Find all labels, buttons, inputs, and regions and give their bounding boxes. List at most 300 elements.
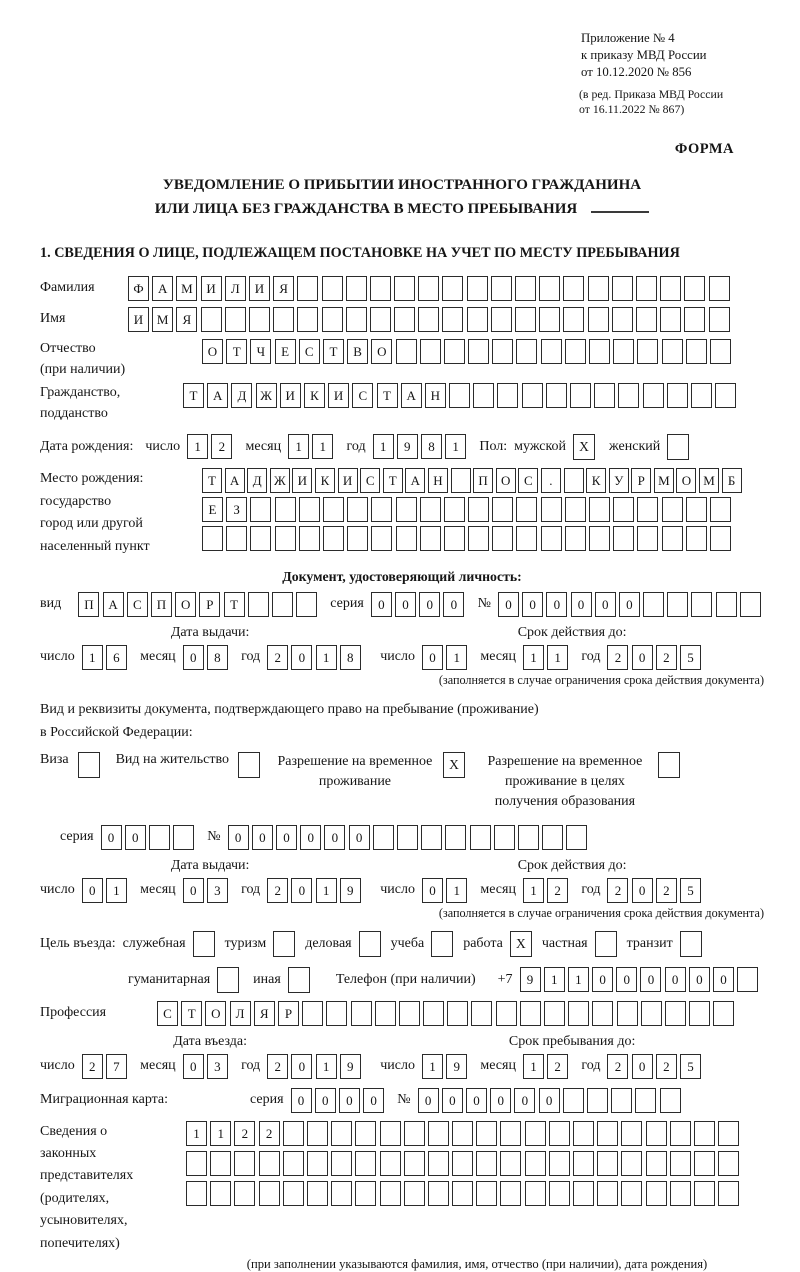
char-cell[interactable]: 0: [291, 878, 312, 903]
char-cell[interactable]: [404, 1151, 425, 1176]
char-cell[interactable]: 8: [207, 645, 228, 670]
char-cell[interactable]: [660, 276, 681, 301]
char-cell[interactable]: [525, 1121, 546, 1146]
char-cell[interactable]: [570, 383, 591, 408]
char-cell[interactable]: П: [78, 592, 99, 617]
char-cell[interactable]: [259, 1151, 280, 1176]
char-cell[interactable]: С: [518, 468, 538, 493]
char-cell[interactable]: [710, 339, 731, 364]
char-cell[interactable]: [691, 383, 712, 408]
char-cell[interactable]: [225, 307, 246, 332]
char-cell[interactable]: 2: [267, 645, 288, 670]
char-cell[interactable]: И: [201, 276, 222, 301]
char-cell[interactable]: А: [103, 592, 124, 617]
char-cell[interactable]: [694, 1121, 715, 1146]
char-cell[interactable]: [689, 1001, 710, 1026]
char-cell[interactable]: [670, 1151, 691, 1176]
char-cell[interactable]: У: [609, 468, 629, 493]
char-cell[interactable]: К: [315, 468, 335, 493]
char-cell[interactable]: Е: [275, 339, 296, 364]
char-cell[interactable]: 0: [422, 878, 443, 903]
char-cell[interactable]: 9: [340, 1054, 361, 1079]
char-cell[interactable]: [380, 1151, 401, 1176]
char-cell[interactable]: [420, 526, 441, 551]
char-cell[interactable]: 1: [373, 434, 394, 459]
char-cell[interactable]: [355, 1151, 376, 1176]
char-cell[interactable]: [297, 276, 318, 301]
purpose-work-checkbox[interactable]: X: [510, 931, 532, 957]
char-cell[interactable]: [473, 383, 494, 408]
char-cell[interactable]: [307, 1151, 328, 1176]
char-cell[interactable]: Н: [428, 468, 448, 493]
char-cell[interactable]: Ж: [270, 468, 290, 493]
char-cell[interactable]: 5: [680, 1054, 701, 1079]
char-cell[interactable]: Н: [425, 383, 446, 408]
char-cell[interactable]: 0: [539, 1088, 560, 1113]
char-cell[interactable]: [494, 825, 515, 850]
char-cell[interactable]: Ж: [256, 383, 277, 408]
char-cell[interactable]: [621, 1181, 642, 1206]
char-cell[interactable]: [491, 307, 512, 332]
char-cell[interactable]: [371, 526, 392, 551]
char-cell[interactable]: 2: [607, 645, 628, 670]
char-cell[interactable]: Т: [383, 468, 403, 493]
sex-male-checkbox[interactable]: X: [573, 434, 595, 460]
char-cell[interactable]: О: [676, 468, 696, 493]
char-cell[interactable]: 0: [371, 592, 392, 617]
char-cell[interactable]: П: [473, 468, 493, 493]
char-cell[interactable]: 9: [397, 434, 418, 459]
char-cell[interactable]: [635, 1088, 656, 1113]
char-cell[interactable]: [323, 497, 344, 522]
char-cell[interactable]: [587, 1088, 608, 1113]
char-cell[interactable]: Р: [631, 468, 651, 493]
char-cell[interactable]: [420, 497, 441, 522]
char-cell[interactable]: 1: [568, 967, 589, 992]
char-cell[interactable]: 2: [259, 1121, 280, 1146]
char-cell[interactable]: М: [654, 468, 674, 493]
char-cell[interactable]: [670, 1121, 691, 1146]
char-cell[interactable]: 0: [82, 878, 103, 903]
char-cell[interactable]: [322, 276, 343, 301]
char-cell[interactable]: 0: [395, 592, 416, 617]
char-cell[interactable]: [186, 1151, 207, 1176]
char-cell[interactable]: [226, 526, 247, 551]
char-cell[interactable]: [662, 339, 683, 364]
char-cell[interactable]: И: [249, 276, 270, 301]
char-cell[interactable]: С: [299, 339, 320, 364]
char-cell[interactable]: А: [207, 383, 228, 408]
char-cell[interactable]: [202, 526, 223, 551]
char-cell[interactable]: [716, 592, 737, 617]
char-cell[interactable]: [565, 339, 586, 364]
char-cell[interactable]: Е: [202, 497, 223, 522]
char-cell[interactable]: [467, 276, 488, 301]
char-cell[interactable]: [518, 825, 539, 850]
char-cell[interactable]: Т: [183, 383, 204, 408]
char-cell[interactable]: [670, 1181, 691, 1206]
char-cell[interactable]: [347, 497, 368, 522]
char-cell[interactable]: Л: [230, 1001, 251, 1026]
char-cell[interactable]: [421, 825, 442, 850]
char-cell[interactable]: [302, 1001, 323, 1026]
char-cell[interactable]: [418, 276, 439, 301]
char-cell[interactable]: [442, 276, 463, 301]
char-cell[interactable]: Ч: [250, 339, 271, 364]
char-cell[interactable]: 2: [656, 878, 677, 903]
char-cell[interactable]: [718, 1181, 739, 1206]
char-cell[interactable]: К: [586, 468, 606, 493]
char-cell[interactable]: Т: [377, 383, 398, 408]
purpose-private-checkbox[interactable]: [595, 931, 617, 957]
char-cell[interactable]: 0: [665, 967, 686, 992]
char-cell[interactable]: 2: [607, 1054, 628, 1079]
char-cell[interactable]: С: [127, 592, 148, 617]
char-cell[interactable]: [394, 307, 415, 332]
char-cell[interactable]: 2: [607, 878, 628, 903]
char-cell[interactable]: 0: [498, 592, 519, 617]
char-cell[interactable]: [370, 276, 391, 301]
char-cell[interactable]: С: [360, 468, 380, 493]
purpose-study-checkbox[interactable]: [431, 931, 453, 957]
char-cell[interactable]: [250, 497, 271, 522]
char-cell[interactable]: 1: [187, 434, 208, 459]
char-cell[interactable]: [492, 497, 513, 522]
char-cell[interactable]: [565, 497, 586, 522]
char-cell[interactable]: [597, 1121, 618, 1146]
char-cell[interactable]: Д: [231, 383, 252, 408]
char-cell[interactable]: 0: [419, 592, 440, 617]
char-cell[interactable]: [718, 1151, 739, 1176]
char-cell[interactable]: [660, 307, 681, 332]
char-cell[interactable]: [397, 825, 418, 850]
char-cell[interactable]: 0: [713, 967, 734, 992]
char-cell[interactable]: [613, 339, 634, 364]
char-cell[interactable]: [275, 526, 296, 551]
char-cell[interactable]: [539, 276, 560, 301]
char-cell[interactable]: 1: [210, 1121, 231, 1146]
char-cell[interactable]: [355, 1121, 376, 1146]
char-cell[interactable]: [709, 307, 730, 332]
char-cell[interactable]: [613, 497, 634, 522]
char-cell[interactable]: [428, 1181, 449, 1206]
char-cell[interactable]: 1: [523, 645, 544, 670]
char-cell[interactable]: [468, 339, 489, 364]
char-cell[interactable]: Д: [247, 468, 267, 493]
char-cell[interactable]: 0: [125, 825, 146, 850]
char-cell[interactable]: [549, 1151, 570, 1176]
char-cell[interactable]: 0: [522, 592, 543, 617]
char-cell[interactable]: [589, 497, 610, 522]
char-cell[interactable]: А: [405, 468, 425, 493]
char-cell[interactable]: [323, 526, 344, 551]
char-cell[interactable]: 2: [234, 1121, 255, 1146]
char-cell[interactable]: [592, 1001, 613, 1026]
char-cell[interactable]: [371, 497, 392, 522]
char-cell[interactable]: [250, 526, 271, 551]
char-cell[interactable]: [500, 1121, 521, 1146]
char-cell[interactable]: [516, 497, 537, 522]
char-cell[interactable]: [468, 497, 489, 522]
char-cell[interactable]: [283, 1121, 304, 1146]
char-cell[interactable]: [573, 1151, 594, 1176]
char-cell[interactable]: [347, 526, 368, 551]
char-cell[interactable]: 1: [445, 434, 466, 459]
char-cell[interactable]: [423, 1001, 444, 1026]
char-cell[interactable]: [715, 383, 736, 408]
char-cell[interactable]: О: [496, 468, 516, 493]
char-cell[interactable]: [612, 276, 633, 301]
char-cell[interactable]: 0: [291, 1054, 312, 1079]
char-cell[interactable]: 0: [349, 825, 370, 850]
char-cell[interactable]: П: [151, 592, 172, 617]
char-cell[interactable]: [710, 526, 731, 551]
char-cell[interactable]: 2: [267, 1054, 288, 1079]
char-cell[interactable]: [500, 1151, 521, 1176]
char-cell[interactable]: [299, 497, 320, 522]
char-cell[interactable]: Б: [722, 468, 742, 493]
char-cell[interactable]: 0: [418, 1088, 439, 1113]
char-cell[interactable]: И: [338, 468, 358, 493]
char-cell[interactable]: [613, 526, 634, 551]
char-cell[interactable]: [594, 383, 615, 408]
char-cell[interactable]: Т: [224, 592, 245, 617]
char-cell[interactable]: 0: [632, 645, 653, 670]
char-cell[interactable]: [296, 592, 317, 617]
char-cell[interactable]: 2: [547, 1054, 568, 1079]
char-cell[interactable]: [420, 339, 441, 364]
char-cell[interactable]: [331, 1121, 352, 1146]
char-cell[interactable]: В: [347, 339, 368, 364]
char-cell[interactable]: [740, 592, 761, 617]
char-cell[interactable]: [549, 1121, 570, 1146]
char-cell[interactable]: [468, 526, 489, 551]
char-cell[interactable]: 1: [82, 645, 103, 670]
char-cell[interactable]: 2: [656, 645, 677, 670]
char-cell[interactable]: 0: [324, 825, 345, 850]
char-cell[interactable]: Ф: [128, 276, 149, 301]
char-cell[interactable]: 2: [267, 878, 288, 903]
char-cell[interactable]: [549, 1181, 570, 1206]
purpose-transit-checkbox[interactable]: [680, 931, 702, 957]
char-cell[interactable]: 0: [183, 1054, 204, 1079]
char-cell[interactable]: [444, 526, 465, 551]
char-cell[interactable]: [273, 307, 294, 332]
char-cell[interactable]: [399, 1001, 420, 1026]
char-cell[interactable]: [471, 1001, 492, 1026]
char-cell[interactable]: О: [202, 339, 223, 364]
char-cell[interactable]: [476, 1121, 497, 1146]
char-cell[interactable]: 0: [616, 967, 637, 992]
char-cell[interactable]: [564, 468, 584, 493]
char-cell[interactable]: 0: [619, 592, 640, 617]
char-cell[interactable]: Р: [278, 1001, 299, 1026]
char-cell[interactable]: М: [176, 276, 197, 301]
char-cell[interactable]: Л: [225, 276, 246, 301]
char-cell[interactable]: [248, 592, 269, 617]
char-cell[interactable]: [476, 1181, 497, 1206]
char-cell[interactable]: 0: [632, 1054, 653, 1079]
char-cell[interactable]: 0: [689, 967, 710, 992]
char-cell[interactable]: [573, 1121, 594, 1146]
char-cell[interactable]: 0: [443, 592, 464, 617]
char-cell[interactable]: 8: [421, 434, 442, 459]
char-cell[interactable]: [694, 1151, 715, 1176]
char-cell[interactable]: [641, 1001, 662, 1026]
char-cell[interactable]: [351, 1001, 372, 1026]
char-cell[interactable]: 0: [276, 825, 297, 850]
char-cell[interactable]: [210, 1181, 231, 1206]
char-cell[interactable]: [525, 1151, 546, 1176]
char-cell[interactable]: [447, 1001, 468, 1026]
char-cell[interactable]: [346, 307, 367, 332]
char-cell[interactable]: 0: [183, 878, 204, 903]
char-cell[interactable]: [452, 1151, 473, 1176]
purpose-business-checkbox[interactable]: [359, 931, 381, 957]
char-cell[interactable]: К: [304, 383, 325, 408]
char-cell[interactable]: [636, 276, 657, 301]
char-cell[interactable]: Т: [323, 339, 344, 364]
char-cell[interactable]: А: [152, 276, 173, 301]
char-cell[interactable]: [307, 1121, 328, 1146]
char-cell[interactable]: М: [152, 307, 173, 332]
char-cell[interactable]: [710, 497, 731, 522]
char-cell[interactable]: 3: [207, 878, 228, 903]
char-cell[interactable]: 0: [363, 1088, 384, 1113]
char-cell[interactable]: [355, 1181, 376, 1206]
char-cell[interactable]: 0: [490, 1088, 511, 1113]
char-cell[interactable]: [643, 592, 664, 617]
char-cell[interactable]: [370, 307, 391, 332]
char-cell[interactable]: О: [175, 592, 196, 617]
char-cell[interactable]: [662, 497, 683, 522]
char-cell[interactable]: 1: [446, 878, 467, 903]
char-cell[interactable]: [467, 307, 488, 332]
char-cell[interactable]: [660, 1088, 681, 1113]
char-cell[interactable]: [394, 276, 415, 301]
char-cell[interactable]: 2: [82, 1054, 103, 1079]
char-cell[interactable]: [331, 1181, 352, 1206]
char-cell[interactable]: [497, 383, 518, 408]
char-cell[interactable]: З: [226, 497, 247, 522]
char-cell[interactable]: [643, 383, 664, 408]
char-cell[interactable]: 0: [339, 1088, 360, 1113]
char-cell[interactable]: [186, 1181, 207, 1206]
char-cell[interactable]: [563, 1088, 584, 1113]
char-cell[interactable]: [442, 307, 463, 332]
char-cell[interactable]: [283, 1181, 304, 1206]
char-cell[interactable]: [173, 825, 194, 850]
char-cell[interactable]: [404, 1121, 425, 1146]
char-cell[interactable]: [346, 276, 367, 301]
char-cell[interactable]: [621, 1151, 642, 1176]
char-cell[interactable]: [684, 307, 705, 332]
char-cell[interactable]: [686, 497, 707, 522]
char-cell[interactable]: [418, 307, 439, 332]
char-cell[interactable]: 8: [340, 645, 361, 670]
char-cell[interactable]: С: [352, 383, 373, 408]
char-cell[interactable]: [396, 526, 417, 551]
char-cell[interactable]: [566, 825, 587, 850]
char-cell[interactable]: [396, 497, 417, 522]
char-cell[interactable]: [539, 307, 560, 332]
char-cell[interactable]: М: [699, 468, 719, 493]
char-cell[interactable]: [612, 307, 633, 332]
char-cell[interactable]: [445, 825, 466, 850]
char-cell[interactable]: [637, 526, 658, 551]
char-cell[interactable]: [515, 307, 536, 332]
char-cell[interactable]: [611, 1088, 632, 1113]
char-cell[interactable]: [234, 1181, 255, 1206]
char-cell[interactable]: [307, 1181, 328, 1206]
char-cell[interactable]: [597, 1151, 618, 1176]
char-cell[interactable]: [516, 339, 537, 364]
char-cell[interactable]: [713, 1001, 734, 1026]
char-cell[interactable]: 0: [595, 592, 616, 617]
char-cell[interactable]: [694, 1181, 715, 1206]
char-cell[interactable]: [662, 526, 683, 551]
char-cell[interactable]: [326, 1001, 347, 1026]
char-cell[interactable]: [618, 383, 639, 408]
char-cell[interactable]: [541, 526, 562, 551]
char-cell[interactable]: [516, 526, 537, 551]
char-cell[interactable]: [646, 1151, 667, 1176]
purpose-official-checkbox[interactable]: [193, 931, 215, 957]
char-cell[interactable]: И: [292, 468, 312, 493]
char-cell[interactable]: Т: [181, 1001, 202, 1026]
purpose-other-checkbox[interactable]: [288, 967, 310, 993]
char-cell[interactable]: 0: [466, 1088, 487, 1113]
char-cell[interactable]: [588, 276, 609, 301]
char-cell[interactable]: С: [157, 1001, 178, 1026]
char-cell[interactable]: [449, 383, 470, 408]
char-cell[interactable]: 0: [640, 967, 661, 992]
char-cell[interactable]: [565, 526, 586, 551]
char-cell[interactable]: [451, 468, 471, 493]
char-cell[interactable]: [541, 497, 562, 522]
char-cell[interactable]: 0: [442, 1088, 463, 1113]
char-cell[interactable]: [272, 592, 293, 617]
char-cell[interactable]: [691, 592, 712, 617]
char-cell[interactable]: Т: [226, 339, 247, 364]
char-cell[interactable]: И: [328, 383, 349, 408]
char-cell[interactable]: [452, 1181, 473, 1206]
char-cell[interactable]: 1: [316, 878, 337, 903]
char-cell[interactable]: 9: [340, 878, 361, 903]
char-cell[interactable]: Я: [176, 307, 197, 332]
char-cell[interactable]: [259, 1181, 280, 1206]
char-cell[interactable]: [718, 1121, 739, 1146]
char-cell[interactable]: [234, 1151, 255, 1176]
char-cell[interactable]: [667, 383, 688, 408]
char-cell[interactable]: [520, 1001, 541, 1026]
char-cell[interactable]: [686, 526, 707, 551]
char-cell[interactable]: 1: [106, 878, 127, 903]
char-cell[interactable]: 2: [656, 1054, 677, 1079]
char-cell[interactable]: 0: [101, 825, 122, 850]
char-cell[interactable]: [322, 307, 343, 332]
char-cell[interactable]: [500, 1181, 521, 1206]
char-cell[interactable]: [428, 1121, 449, 1146]
char-cell[interactable]: А: [225, 468, 245, 493]
char-cell[interactable]: 0: [592, 967, 613, 992]
char-cell[interactable]: [283, 1151, 304, 1176]
char-cell[interactable]: 1: [288, 434, 309, 459]
char-cell[interactable]: 5: [680, 878, 701, 903]
char-cell[interactable]: [404, 1181, 425, 1206]
char-cell[interactable]: Я: [273, 276, 294, 301]
option-edu-residence-checkbox[interactable]: [658, 752, 680, 778]
